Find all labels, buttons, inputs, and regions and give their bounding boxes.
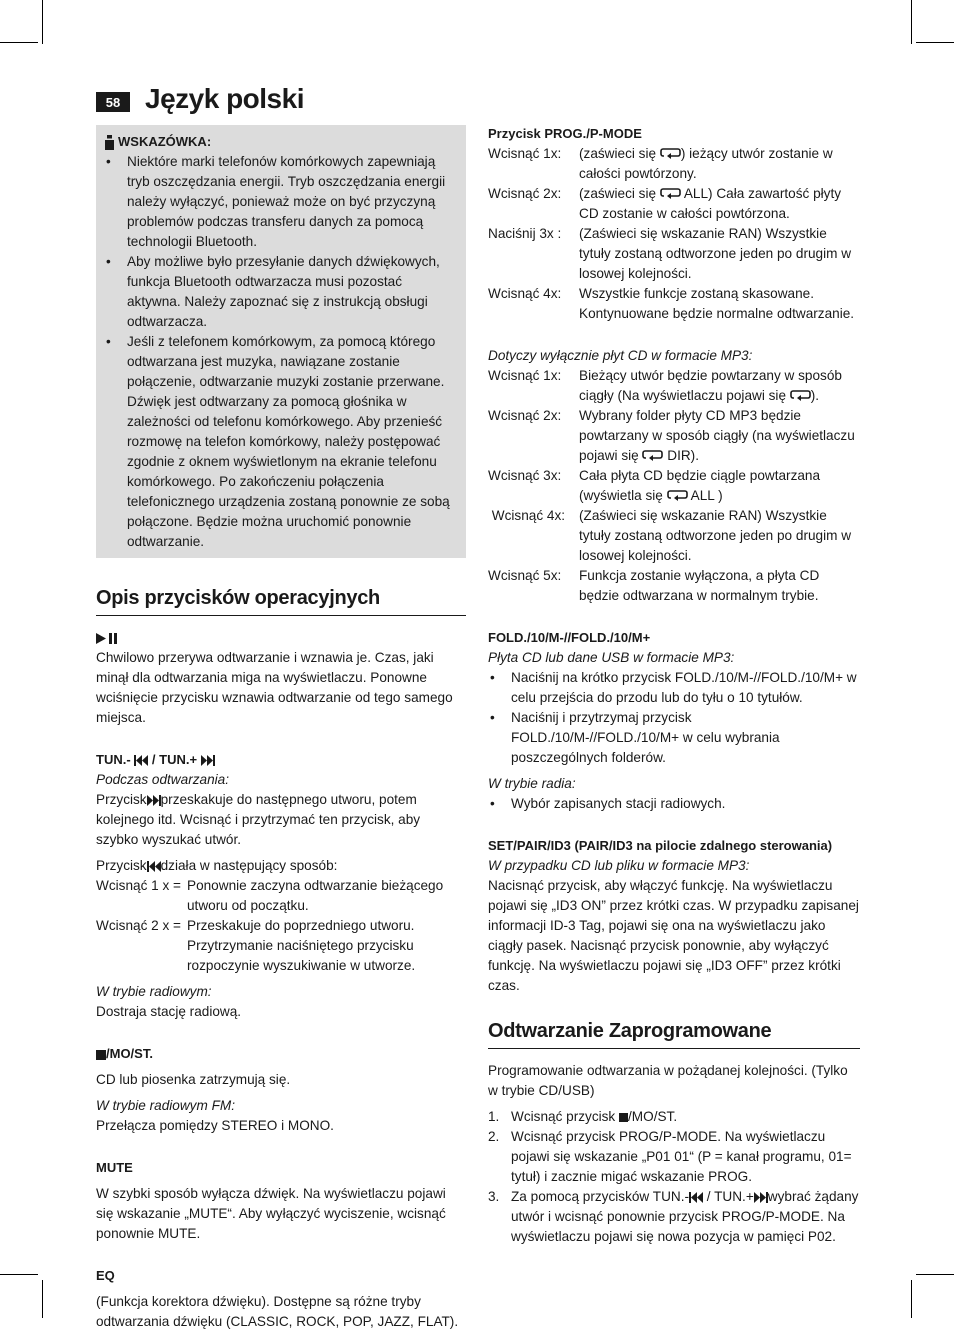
mp3-row bbox=[488, 366, 860, 406]
crop-mark bbox=[0, 1274, 38, 1275]
row-value: Przeskakuje do poprzedniego utworu. Przytrzymanie naciśniętego przycisku rozpoczynie wyszukiwanie w utworze. bbox=[187, 918, 416, 973]
tun-heading bbox=[96, 750, 466, 770]
skip-back-icon bbox=[147, 861, 161, 872]
crop-mark bbox=[916, 1274, 954, 1275]
play-pause-icon bbox=[96, 633, 118, 644]
row-key: Naciśnij 3x : bbox=[488, 226, 562, 241]
repeat-icon bbox=[642, 449, 663, 461]
row-value-a: Wybrany folder płyty CD MP3 będzie powtarzany w sposób ciągły (na wyświetlaczu pojawi się bbox=[579, 408, 855, 463]
skip-forward-icon bbox=[201, 755, 215, 766]
tun-paragraph-3: Dostraja stację radiową. bbox=[96, 1004, 242, 1019]
step-number: 3. bbox=[488, 1189, 500, 1204]
prog-row bbox=[488, 284, 860, 324]
list-item: • Aby możliwe było przesyłanie danych dźwiękowych, funkcja Bluetooth odtwarzacza musi pozostać aktywna. Należy zapoznać się z instrukcją obsługi odtwarzacza. bbox=[104, 252, 458, 332]
row-key: Wcisnąć 2 x = bbox=[96, 918, 181, 933]
row-value: Funkcja zostanie wyłączona, a płyta CD będzie odtwarzana w normalnym trybie. bbox=[579, 568, 820, 603]
tun-p1-b: przeskakuje do następnego utworu, potem kolejnego itd. Wcisnąć i przytrzymać ten przycisk, aby szybko wyszukać utwór. bbox=[96, 792, 421, 847]
step-text-b: /MO/ST. bbox=[628, 1109, 678, 1124]
repeat-icon bbox=[667, 489, 688, 501]
crop-mark bbox=[0, 42, 38, 43]
list-item bbox=[488, 1107, 860, 1127]
list-item bbox=[488, 1127, 860, 1187]
note-heading-text: WSKAZÓWKA: bbox=[118, 134, 212, 149]
crop-mark bbox=[911, 1280, 912, 1318]
fold-list bbox=[488, 668, 860, 768]
list-item: • Jeśli z telefonem komórkowym, za pomocą którego odtwarzana jest muzyka, nawiązane zostanie połączenie, odtwarzanie muzyki zostanie przerwane. Dźwięk jest odtwarzany za pomocą głośnika w zależności od telefonu komórkowego. Aby przenieść rozmowę na telefon komórkowy, należy postępować zgodnie z oknem wyświetlonym na ekranie telefonu komórkowego. Po zakończeniu połączenia telefonicznego urządzenia zostaną ponownie ze sobą połączone. Będzie można uruchomić ponownie odtwarzanie. bbox=[104, 332, 458, 552]
row-key: Wcisnąć 2x: bbox=[488, 186, 562, 201]
stop-heading bbox=[96, 1044, 466, 1064]
row-value bbox=[579, 406, 860, 466]
row-value-a: (zaświeci się bbox=[579, 146, 657, 161]
set-italic: W przypadku CD lub pliku w formacie MP3: bbox=[488, 858, 750, 873]
page-title: Język polski bbox=[145, 83, 304, 114]
set-heading: SET/PAIR/ID3 (PAIR/ID3 na pilocie zdalnego sterowania) bbox=[488, 838, 833, 853]
row-value: Wszystkie funkcje zostaną skasowane. Kontynuowane będzie normalne odtwarzanie. bbox=[579, 286, 855, 321]
row-value-b: ALL) Cała zawartość płyty CD zostanie w całości powtórzona. bbox=[579, 186, 842, 221]
note-box bbox=[96, 125, 466, 558]
prog-row bbox=[488, 224, 860, 284]
prog-row bbox=[488, 184, 860, 224]
crop-mark bbox=[42, 1280, 43, 1318]
row-value bbox=[579, 466, 860, 506]
row-value-a: Cała płyta CD będzie ciągle powtarzana (wyświetla się bbox=[579, 468, 821, 503]
step-text-a: Wcisnąć przycisk bbox=[511, 1109, 620, 1124]
row-value-b: ). bbox=[810, 388, 820, 403]
fold-italic-2: W trybie radia: bbox=[488, 776, 576, 791]
mute-text: W szybki sposób wyłącza dźwięk. Na wyświetlaczu pojawi się wskazanie „MUTE“. Aby wyłączyć wyciszenie, wcisnąć ponownie MUTE. bbox=[96, 1186, 446, 1241]
step-text bbox=[511, 1107, 677, 1127]
info-icon bbox=[104, 135, 115, 150]
tun-p2-a: Przycisk bbox=[96, 858, 147, 873]
stop-text-2: Przełącza pomiędzy STEREO i MONO. bbox=[96, 1118, 334, 1133]
fold-italic-1: Płyta CD lub dane USB w formacie MP3: bbox=[488, 650, 735, 665]
step-number: 2. bbox=[488, 1129, 500, 1144]
tun-paragraph-2 bbox=[96, 856, 466, 876]
row-key: Wcisnąć 2x: bbox=[488, 408, 562, 423]
tun-italic-2: W trybie radiowym: bbox=[96, 984, 212, 999]
row-value-a: (zaświeci się bbox=[579, 186, 657, 201]
row-value: (Zaświeci się wskazanie RAN) Wszystkie tytuły zostaną odtworzone jeden po drugim w losowej kolejności. bbox=[579, 508, 852, 563]
stop-heading-text: /MO/ST. bbox=[106, 1046, 153, 1061]
list-item bbox=[488, 1187, 860, 1247]
list-item: • Niektóre marki telefonów komórkowych zapewniają tryb oszczędzania energii. Tryb oszczędzania energii należy wyłączyć, ponieważ może on być przyczyną problemów podczas transferu danych za pomocą technologii Bluetooth. bbox=[104, 152, 458, 252]
mp3-row bbox=[488, 466, 860, 506]
list-item: • Wybór zapisanych stacji radiowych. bbox=[488, 794, 860, 814]
crop-mark bbox=[916, 42, 954, 43]
row-key: Wcisnąć 1 x = bbox=[96, 878, 181, 893]
row-value-b: ) ieżący utwór zostanie w całości powtórzony. bbox=[579, 146, 833, 181]
fold-heading: FOLD./10/M-//FOLD./10/M+ bbox=[488, 630, 651, 645]
tun-italic-1: Podczas odtwarzania: bbox=[96, 772, 229, 787]
row-key: Wcisnąć 1x: bbox=[488, 368, 562, 383]
play-pause-text: Chwilowo przerywa odtwarzanie i wznawia je. Czas, jaki minął dla odtwarzania miga na wyświetlaczu. Ponowne wciśnięcie przycisku wznawia odtwarzanie od tego samego miejsca. bbox=[96, 650, 453, 725]
tun-heading-b: / TUN.+ bbox=[148, 752, 198, 767]
note-heading bbox=[104, 132, 458, 152]
row-value bbox=[579, 184, 860, 224]
program-steps bbox=[488, 1107, 860, 1247]
mp3-italic: Dotyczy wyłącznie płyt CD w formacie MP3: bbox=[488, 348, 753, 363]
step-text-a: Za pomocą przycisków TUN.- bbox=[511, 1189, 690, 1204]
skip-forward-icon bbox=[754, 1192, 768, 1203]
step-text: Wcisnąć przycisk PROG/P-MODE. Na wyświetlaczu pojawi się wskazanie „P01 01“ (P = kanał programu, 01= tytuł) i zacznie migać wskazanie PROG. bbox=[511, 1129, 852, 1184]
row-key: Wcisnąć 5x: bbox=[488, 568, 562, 583]
step-number: 1. bbox=[488, 1109, 500, 1124]
stop-italic: W trybie radiowym FM: bbox=[96, 1098, 235, 1113]
mp3-row bbox=[488, 506, 860, 566]
row-key: Wcisnąć 3x: bbox=[488, 468, 562, 483]
repeat-icon bbox=[660, 147, 681, 159]
row-value-b: DIR). bbox=[663, 448, 699, 463]
row-value-b: ALL ) bbox=[687, 488, 723, 503]
prog-heading: Przycisk PROG./P-MODE bbox=[488, 126, 642, 141]
fold-list-radio bbox=[488, 794, 860, 814]
page-number: 58 bbox=[96, 92, 130, 112]
row-value bbox=[579, 366, 860, 406]
row-key: Wcisnąć 1x: bbox=[488, 146, 562, 161]
tun-p1-a: Przycisk bbox=[96, 792, 147, 807]
repeat-icon bbox=[790, 389, 811, 401]
stop-icon bbox=[619, 1113, 628, 1122]
row-value: (Zaświeci się wskazanie RAN) Wszystkie tytuły zostaną odtworzone jeden po drugim w losowej kolejności. bbox=[579, 226, 852, 281]
skip-back-icon bbox=[134, 755, 148, 766]
eq-text: (Funkcja korektora dźwięku). Dostępne są różne tryby odtwarzania dźwięku (CLASSIC, ROCK, POP, JAZZ, FLAT). bbox=[96, 1294, 459, 1329]
skip-back-icon bbox=[689, 1192, 703, 1203]
tun-row bbox=[96, 916, 466, 976]
crop-mark bbox=[42, 0, 43, 44]
tun-row bbox=[96, 876, 466, 916]
step-text-b: / TUN.+ bbox=[703, 1189, 754, 1204]
section-title-program: Odtwarzanie Zaprogramowane bbox=[488, 1018, 860, 1049]
section-title-buttons: Opis przycisków operacyjnych bbox=[96, 585, 466, 616]
stop-icon bbox=[96, 1050, 106, 1060]
row-key: Wcisnąć 4x: bbox=[488, 508, 566, 523]
play-pause-heading bbox=[96, 628, 466, 648]
repeat-icon bbox=[660, 187, 681, 199]
crop-mark bbox=[911, 0, 912, 44]
program-intro: Programowanie odtwarzania w pożądanej kolejności. (Tylko w trybie CD/USB) bbox=[488, 1063, 848, 1098]
row-value-a: Bieżący utwór będzie powtarzany w sposób ciągły (Na wyświetlaczu pojawi się bbox=[579, 368, 842, 403]
row-value bbox=[579, 144, 860, 184]
right-column bbox=[488, 124, 860, 1247]
tun-heading-a: TUN.- bbox=[96, 752, 131, 767]
prog-row bbox=[488, 144, 860, 184]
tun-p2-b: działa w następujący sposób: bbox=[160, 858, 338, 873]
list-item: • Naciśnij na krótko przycisk FOLD./10/M-//FOLD./10/M+ w celu przejścia do przodu lub do tyłu o 10 tytułów. bbox=[488, 668, 860, 708]
row-key: Wcisnąć 4x: bbox=[488, 286, 562, 301]
mp3-row bbox=[488, 566, 860, 606]
list-item: • Naciśnij i przytrzymaj przycisk FOLD./10/M-//FOLD./10/M+ w celu wybrania poszczególnych folderów. bbox=[488, 708, 860, 768]
eq-heading: EQ bbox=[96, 1268, 115, 1283]
skip-forward-icon bbox=[147, 795, 161, 806]
row-value: Ponownie zaczyna odtwarzanie bieżącego utworu od początku. bbox=[187, 878, 444, 913]
mp3-row bbox=[488, 406, 860, 466]
left-column bbox=[96, 125, 466, 1332]
set-text: Nacisnąć przycisk, aby włączyć funkcję. Na wyświetlaczu pojawi się „ID3 ON” przez krótki czas. W przypadku zapisanej informacji ID-3 Tag, pojawi się ona na wyświetlaczu jako ciągły pasek. Nacisnąć przycisk ponownie, aby wyłączyć funkcję. Na wyświetlaczu pojawi się „ID3 OFF” przez krótki czas. bbox=[488, 878, 859, 993]
mute-heading: MUTE bbox=[96, 1160, 133, 1175]
tun-paragraph-1 bbox=[96, 790, 466, 850]
step-text bbox=[511, 1187, 860, 1247]
note-list bbox=[104, 152, 458, 552]
step-text-c: wybrać żądany utwór i wcisnąć ponownie przycisk PROG/P-MODE. Na wyświetlaczu pojawi się nowa pozycja w pamięci P02. bbox=[511, 1189, 859, 1244]
stop-text-1: CD lub piosenka zatrzymują się. bbox=[96, 1072, 291, 1087]
